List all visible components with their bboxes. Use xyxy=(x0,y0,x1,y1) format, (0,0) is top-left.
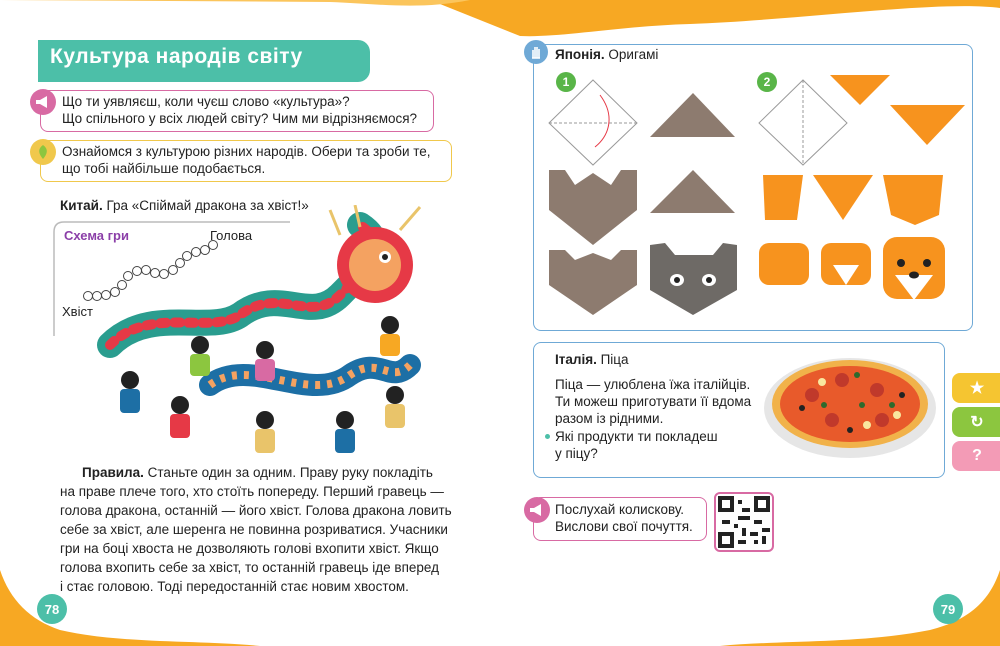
listen-line-1: Послухай колискову. xyxy=(555,502,685,517)
leaf-icon xyxy=(30,139,56,165)
bullet-dot xyxy=(545,434,550,439)
task-line-2: що тобі найбільше подобається. xyxy=(62,161,266,176)
page-number-left: 78 xyxy=(37,594,67,624)
rules-line-5: гри на боці хвоста не дозволяють голові вхопити хвіст. Якщо xyxy=(60,541,439,556)
question-line-2: Що спільного у всіх людей світу? Чим ми відрізняємося? xyxy=(62,111,418,126)
china-country: Китай. xyxy=(60,198,103,213)
rules-text-1: Станьте один за одним. Праву руку покладіть xyxy=(147,465,433,480)
scheme-tail-label: Хвіст xyxy=(62,304,93,319)
question-line-1: Що ти уявляєш, коли чуєш слово «культура»? xyxy=(62,94,350,109)
japan-topic: Оригамі xyxy=(608,47,659,62)
pizza-illustration xyxy=(762,350,938,460)
side-tab-question[interactable] xyxy=(952,441,1000,471)
megaphone-icon xyxy=(30,89,56,115)
page-title: Культура народів світу xyxy=(50,45,303,68)
italy-line-2: Ти можеш приготувати її вдома xyxy=(555,394,752,409)
step-2-badge: 2 xyxy=(757,72,777,92)
qr-code[interactable] xyxy=(714,492,774,552)
rules-line-4: себе за хвіст, але шеренга не повинна розриватися. Учасники xyxy=(60,522,448,537)
rules-line-2: на праве плече того, хто стоїть попереду. Перший гравець — xyxy=(60,484,444,499)
task-line-1: Ознайомся з культурою різних народів. Обери та зроби те, xyxy=(62,144,431,159)
star-icon: ★ xyxy=(969,380,985,397)
hand-icon xyxy=(524,40,548,64)
side-tab-star[interactable] xyxy=(952,373,1000,403)
megaphone-icon-2 xyxy=(524,497,550,523)
italy-topic: Піца xyxy=(600,352,629,367)
italy-line-1: Піца — улюблена їжа італійців. xyxy=(555,377,751,392)
side-tab-refresh[interactable] xyxy=(952,407,1000,437)
italy-country: Італія. xyxy=(555,352,597,367)
refresh-icon: ↻ xyxy=(970,414,984,431)
question-icon: ? xyxy=(972,447,982,464)
dragon-dance-illustration xyxy=(90,205,460,460)
japan-country: Японія. xyxy=(555,47,605,62)
rules-line-6: голова вхопить себе за хвіст, то останній гравець іде вперед xyxy=(60,560,440,575)
scheme-title: Схема гри xyxy=(64,228,129,243)
italy-heading xyxy=(555,351,629,369)
japan-heading xyxy=(555,46,658,64)
top-orange-edge xyxy=(0,0,1000,40)
rules-heading: Правила. xyxy=(82,465,144,480)
italy-line-3: разом із рідними. xyxy=(555,411,664,426)
step-1-badge: 1 xyxy=(556,72,576,92)
origami-cat-steps xyxy=(545,75,745,320)
rules-line-3: голова дракона, останній — його хвіст. Голова дракона ловить xyxy=(60,503,452,518)
listen-line-2: Вислови свої почуття. xyxy=(555,519,693,534)
page-number-right: 79 xyxy=(933,594,963,624)
italy-question-2: у піцу? xyxy=(555,446,598,461)
china-game-title: Гра «Спіймай дракона за хвіст!» xyxy=(106,198,309,213)
italy-question-1: Які продукти ти покладеш xyxy=(555,429,718,444)
rules-line-7-visible: і стає головою. Тоді передостанній стає новим хвостом. xyxy=(60,579,409,594)
origami-dog-steps xyxy=(755,75,970,320)
scheme-head-label: Голова xyxy=(210,228,253,243)
rules-line-1 xyxy=(82,464,433,482)
